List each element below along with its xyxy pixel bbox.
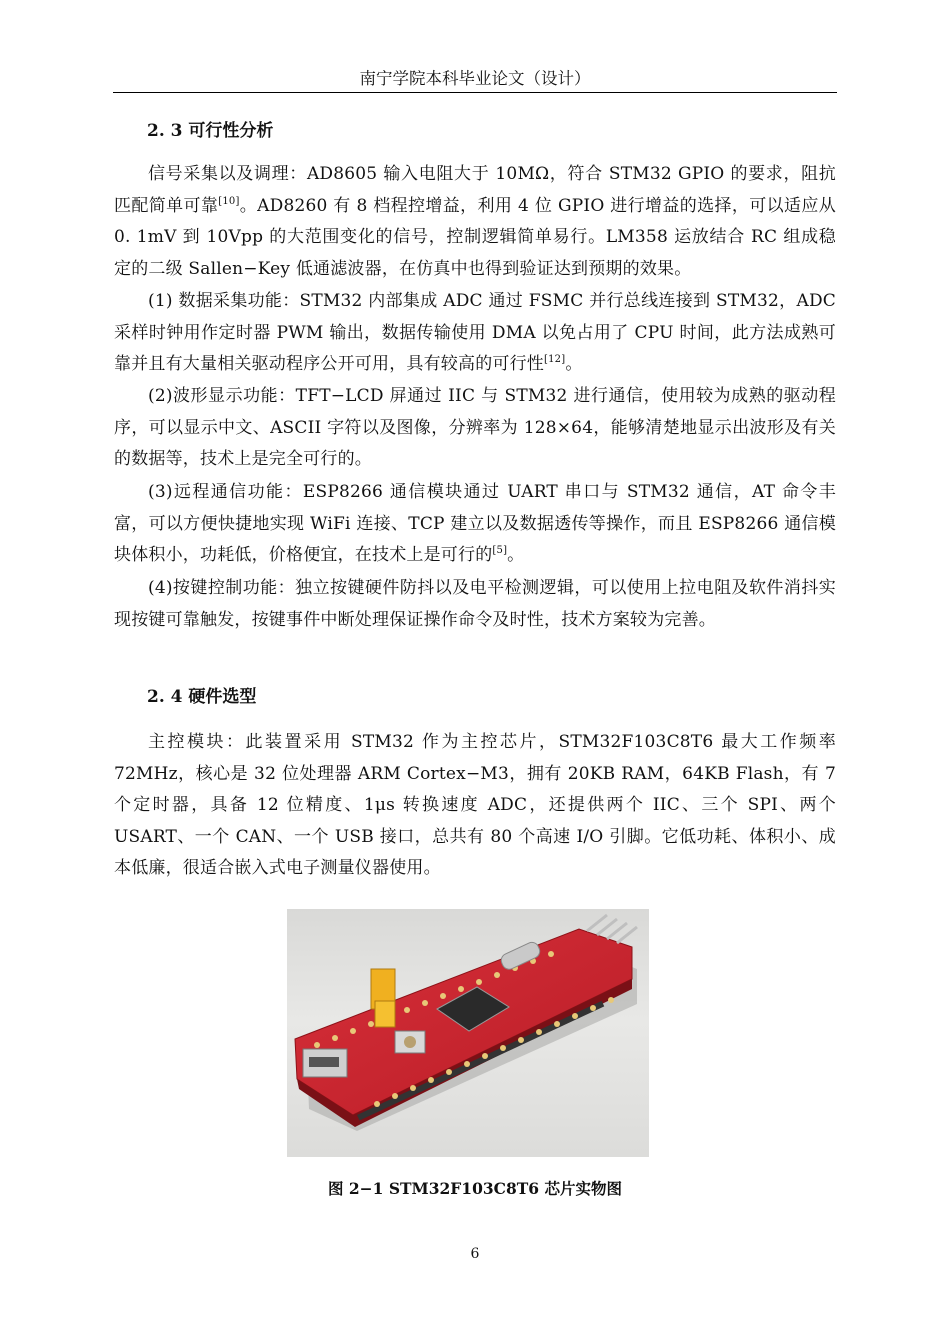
stm32-board-photo: [287, 909, 649, 1157]
citation: [5]: [492, 545, 508, 557]
paragraph-waveform-display: (2)波形显示功能：TFT−LCD 屏通过 IIC 与 STM32 进行通信，使用较为成熟的驱动程序，可以显示中文、ASCII 字符以及图像，分辨率为 128×64，能够清楚地显示出波形及有关的数据等，技术上是完全可行的。: [114, 386, 836, 470]
header-title: 南宁学院本科毕业论文（设计）: [359, 69, 591, 88]
section-heading-2-3: 2. 3 可行性分析: [147, 121, 274, 141]
paragraph-remote-communication: (3)远程通信功能：ESP8266 通信模块通过 UART 串口与 STM32 通信，AT 命令丰富，可以方便快捷地实现 WiFi 连接、TCP 建立以及数据透传等操作，而且 ESP8266 通信模块体积小，功耗低，价格便宜，在技术上是可行的[5]。: [114, 482, 836, 566]
page-header: [113, 66, 837, 93]
section-heading-2-4: 2. 4 硬件选型: [147, 687, 257, 707]
board-illustration: [287, 909, 649, 1157]
page-number: 6: [470, 1246, 480, 1262]
citation: [10]: [218, 195, 240, 207]
paragraph-signal-acquisition: 信号采集以及调理：AD8605 输入电阻大于 10MΩ，符合 STM32 GPIO 的要求，阻抗匹配简单可靠[10]。AD8260 有 8 档程控增益，利用 4 位 GPIO 进行增益的选择，可以适应从 0. 1mV 到 10Vpp 的大范围变化的信号，控制逻辑简单易行。LM358 运放结合 RC 组成稳定的二级 Sallen−Key 低通滤波器，在仿真中也得到验证达到预期的效果。: [114, 164, 836, 279]
paragraph-data-acquisition: (1) 数据采集功能：STM32 内部集成 ADC 通过 FSMC 并行总线连接到 STM32，ADC 采样时钟用作定时器 PWM 输出，数据传输使用 DMA 以免占用了 CPU 时间，此方法成熟可靠并且有大量相关驱动程序公开可用，具有较高的可行性[12]。: [114, 291, 836, 375]
citation: [12]: [544, 354, 566, 366]
figure-caption: 图 2−1 STM32F103C8T6 芯片实物图: [327, 1179, 622, 1198]
paragraph-key-control: (4)按键控制功能：独立按键硬件防抖以及电平检测逻辑，可以使用上拉电阻及软件消抖实现按键可靠触发，按键事件中断处理保证操作命令及时性，技术方案较为完善。: [114, 578, 836, 630]
paragraph-main-controller: 主控模块：此装置采用 STM32 作为主控芯片，STM32F103C8T6 最大工作频率 72MHz，核心是 32 位处理器 ARM Cortex−M3，拥有 20KB RAM，64KB Flash，有 7 个定时器，具备 12 位精度、1μs 转换速度 ADC，还提供两个 IIC、三个 SPI、两个 USART、一个 CAN、一个 USB 接口，总共有 80 个高速 I/O 引脚。它低功耗、体积小、成本低廉，很适合嵌入式电子测量仪器使用。: [114, 732, 836, 879]
